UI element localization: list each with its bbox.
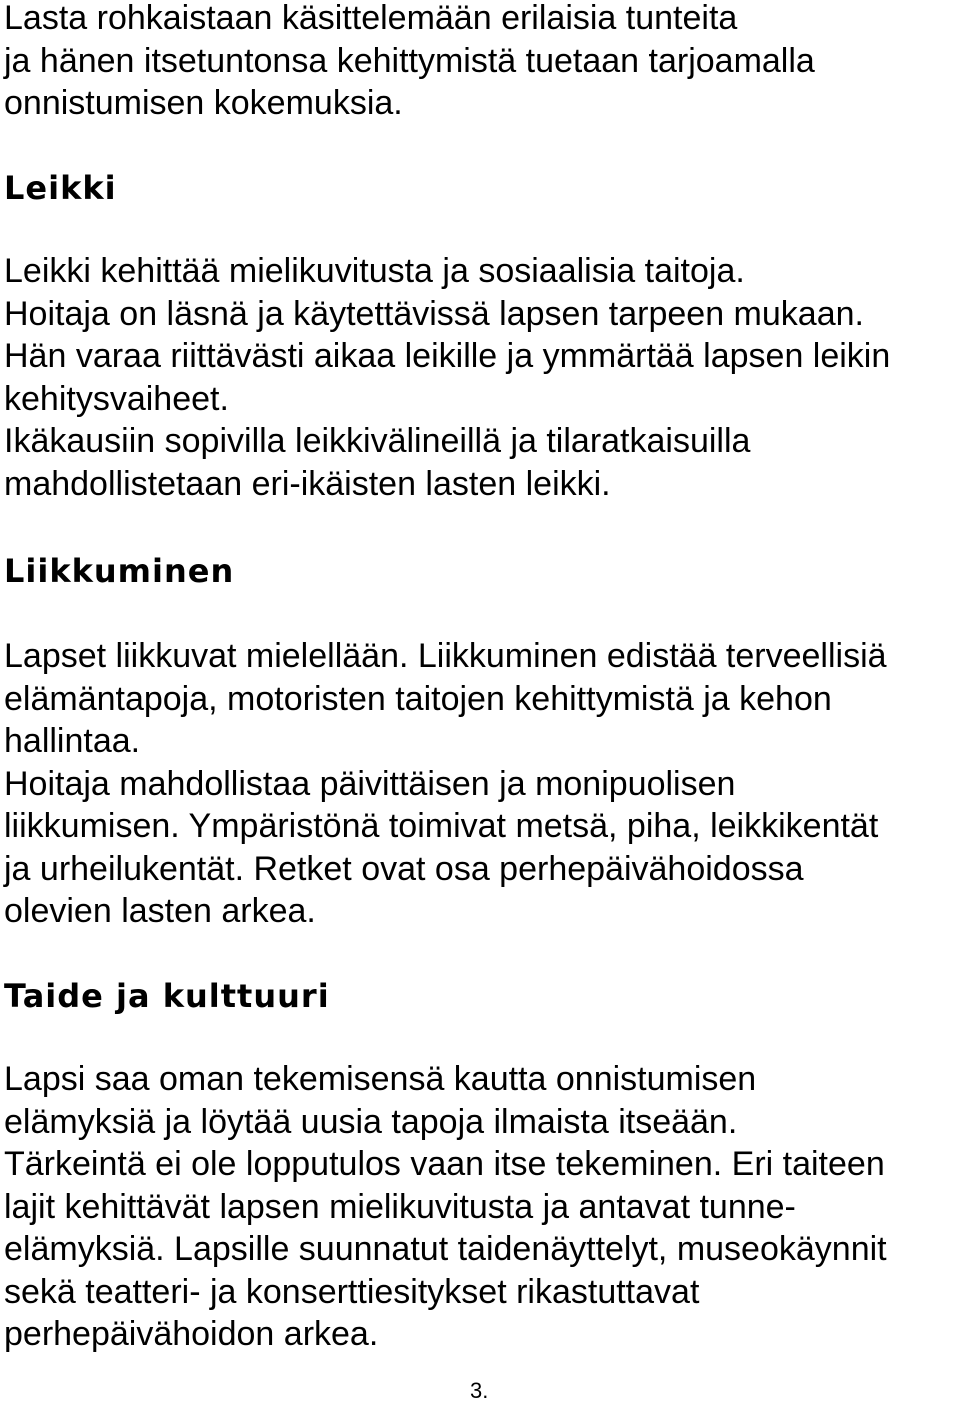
section-heading-liikkuminen: Liikkuminen (4, 552, 235, 590)
text-line: sekä teatteri- ja konserttiesitykset rikastuttavat (4, 1272, 700, 1311)
text-line: Hoitaja on läsnä ja käytettävissä lapsen tarpeen mukaan. (4, 294, 864, 333)
text-line: Hoitaja mahdollistaa päivittäisen ja monipuolisen (4, 764, 736, 803)
text-line: liikkumisen. Ympäristönä toimivat metsä, piha, leikkikentät (4, 807, 879, 845)
text-line: Lapsi saa oman tekemisensä kautta onnistumisen (4, 1060, 757, 1098)
section-heading-taide-ja-kulttuuri: Taide ja kulttuuri (4, 977, 330, 1015)
text-line: Lasta rohkaistaan käsittelemään erilaisia tunteita (4, 0, 738, 37)
text-line: ja urheilukentät. Retket ovat osa perhepäivähoidossa (4, 849, 804, 888)
text-line: mahdollistetaan eri-ikäisten lasten leikki. (4, 464, 611, 503)
text-line: Leikki kehittää mielikuvitusta ja sosiaalisia taitoja. (4, 252, 745, 290)
text-line: olevien lasten arkea. (4, 892, 316, 930)
text-line: elämyksiä ja löytää uusia tapoja ilmaista itseään. (4, 1102, 738, 1141)
taide-paragraph (4, 1058, 958, 1356)
text-line: hallintaa. (4, 722, 141, 760)
section-heading-leikki: Leikki (4, 169, 117, 207)
text-line: Hän varaa riittävästi aikaa leikille ja ymmärtää lapsen leikin (4, 337, 891, 375)
liikkuminen-paragraph (4, 635, 958, 933)
text-line: elämäntapoja, motoristen taitojen kehittymistä ja kehon (4, 679, 832, 718)
text-line: Tärkeintä ei ole lopputulos vaan itse tekeminen. Eri taiteen (4, 1145, 885, 1183)
text-line: Ikäkausiin sopivilla leikkivälineillä ja tilaratkaisuilla (4, 422, 751, 460)
text-line: elämyksiä. Lapsille suunnatut taidenäyttelyt, museokäynnit (4, 1230, 887, 1268)
text-line: ja hänen itsetuntonsa kehittymistä tuetaan tarjoamalla (4, 41, 815, 80)
text-line: onnistumisen kokemuksia. (4, 84, 403, 122)
text-line: perhepäivähoidon arkea. (4, 1315, 379, 1353)
leikki-paragraph (4, 250, 958, 505)
page-number: 3. (470, 1378, 489, 1403)
text-line: Lapset liikkuvat mielellään. Liikkuminen edistää terveellisiä (4, 637, 887, 675)
intro-paragraph (4, 0, 958, 125)
text-line: lajit kehittävät lapsen mielikuvitusta ja antavat tunne- (4, 1187, 796, 1226)
text-line: kehitysvaiheet. (4, 379, 229, 418)
